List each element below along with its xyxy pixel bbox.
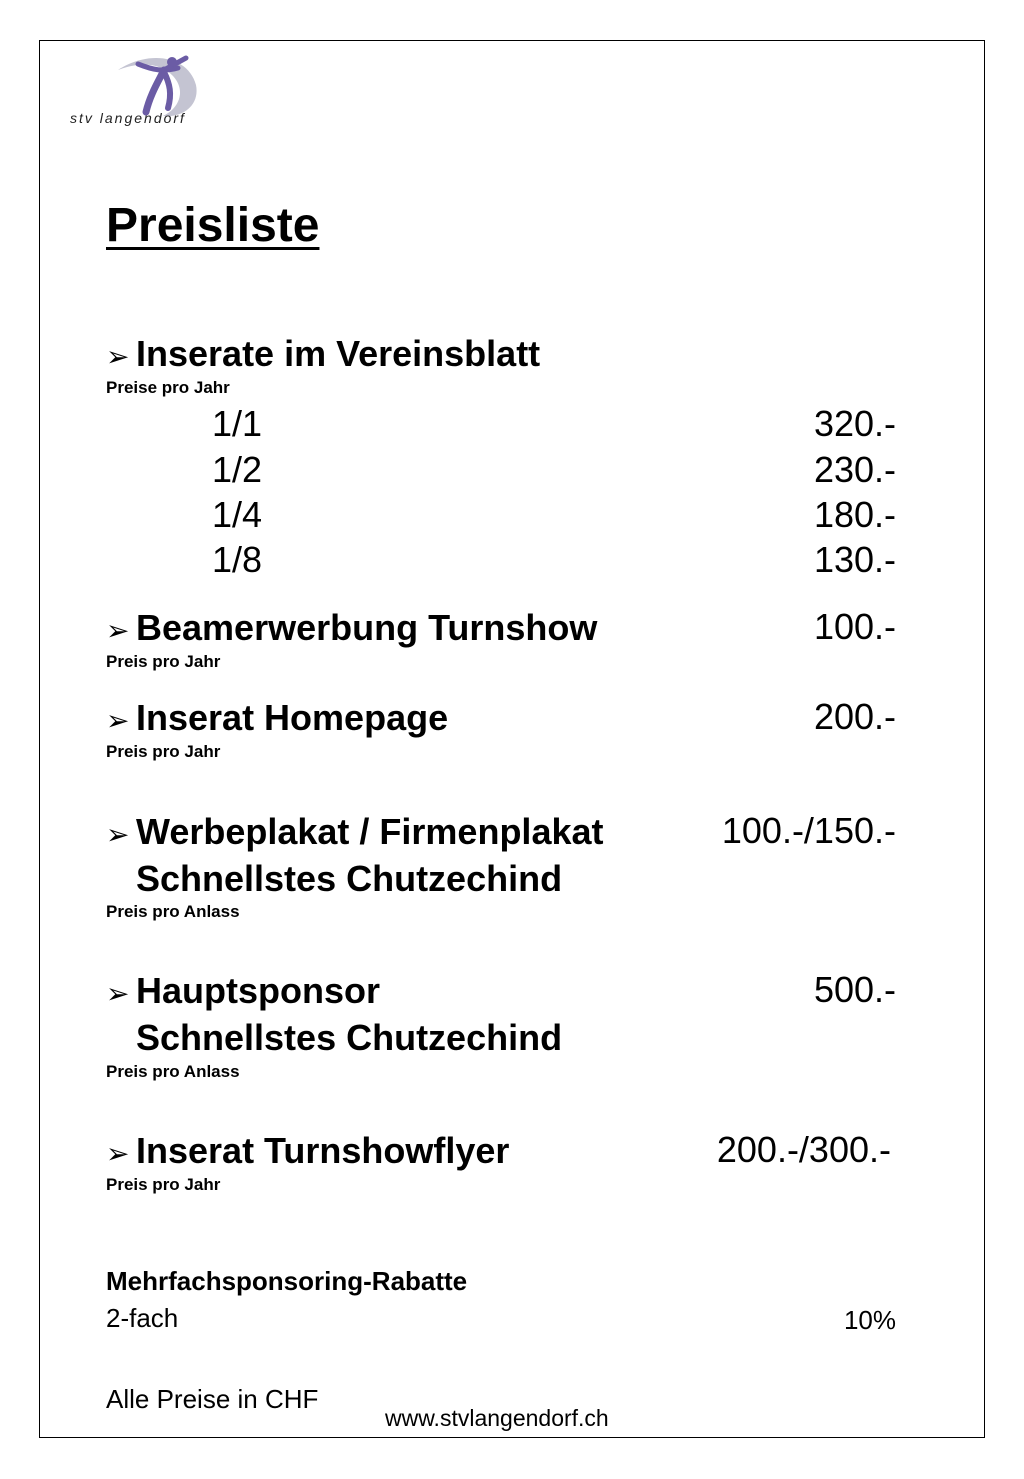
bullet-arrow-icon: ➢ — [106, 341, 130, 372]
section-price: 100.- — [813, 606, 896, 647]
bullet-arrow-icon: ➢ — [106, 819, 130, 850]
website-url: www.stvlangendorf.ch — [385, 1405, 609, 1431]
price-row-value: 130.- — [813, 539, 896, 580]
logo-text: stv langendorf — [70, 110, 186, 126]
section-note: Preis pro Anlass — [106, 902, 240, 921]
section-price: 200.- — [813, 696, 896, 737]
price-row-label: 1/1 — [212, 403, 263, 444]
discount-heading: Mehrfachsponsoring-Rabatte — [106, 1266, 468, 1296]
section-heading-homepage: ➢ Inserat Homepage — [106, 696, 448, 743]
price-row-label: 1/2 — [212, 449, 263, 490]
club-logo — [70, 50, 205, 135]
section-price: 100.-/150.- — [721, 810, 896, 851]
bullet-arrow-icon: ➢ — [106, 1138, 130, 1169]
discount-value: 10% — [843, 1305, 896, 1335]
price-row-label: 1/8 — [212, 539, 263, 580]
section-price: 200.-/300.- — [716, 1129, 891, 1170]
section-heading-werbeplakat: ➢ Werbeplakat / Firmenplakat Schnellstes Chutzechind — [106, 811, 604, 899]
section-heading-vereinsblatt: ➢ Inserate im Vereinsblatt — [106, 332, 540, 379]
section-note: Preis pro Anlass — [106, 1062, 240, 1081]
section-note: Preise pro Jahr — [106, 378, 230, 397]
bullet-arrow-icon: ➢ — [106, 615, 130, 646]
discount-label: 2-fach — [106, 1303, 179, 1333]
price-row-value: 320.- — [813, 403, 896, 444]
section-note: Preis pro Jahr — [106, 742, 221, 761]
section-heading-turnshowflyer: ➢ Inserat Turnshowflyer — [106, 1129, 509, 1176]
bullet-arrow-icon: ➢ — [106, 978, 130, 1009]
section-heading-beamer: ➢ Beamerwerbung Turnshow — [106, 606, 597, 653]
price-row-value: 230.- — [813, 449, 896, 490]
currency-note: Alle Preise in CHF — [106, 1384, 319, 1414]
page-title: Preisliste — [106, 199, 320, 252]
section-heading-hauptsponsor: ➢ Hauptsponsor Schnellstes Chutzechind — [106, 970, 563, 1058]
price-row-value: 180.- — [813, 494, 896, 535]
section-note: Preis pro Jahr — [106, 1175, 221, 1194]
section-note: Preis pro Jahr — [106, 652, 221, 671]
section-price: 500.- — [813, 969, 896, 1010]
bullet-arrow-icon: ➢ — [106, 705, 130, 736]
price-row-label: 1/4 — [212, 494, 263, 535]
